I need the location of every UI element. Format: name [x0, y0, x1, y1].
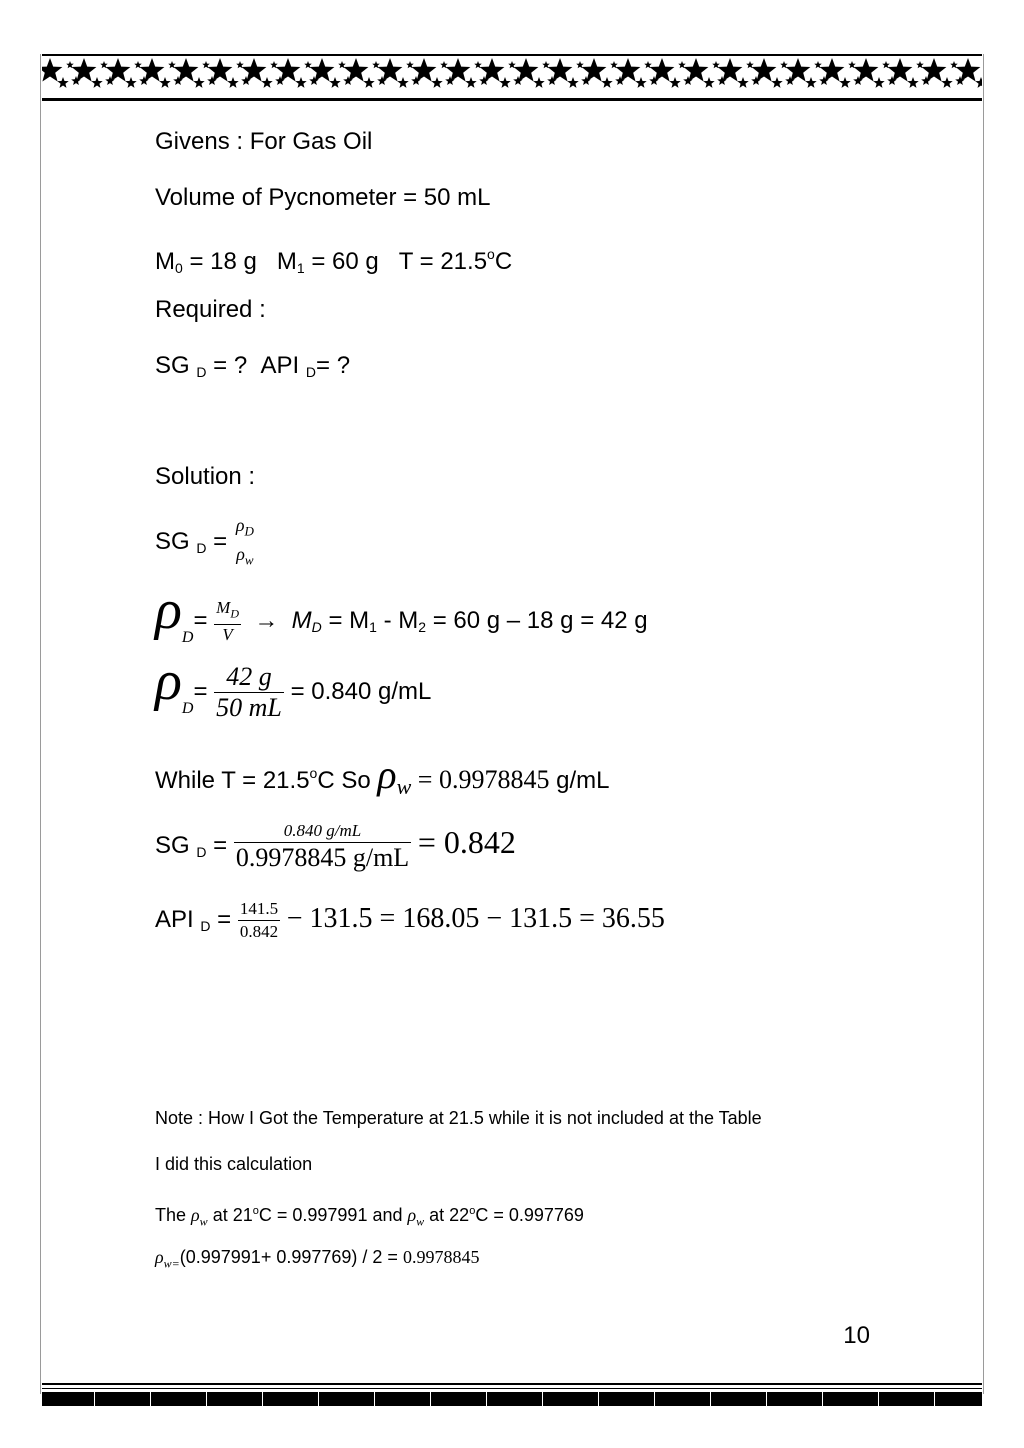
- star-icon: [669, 77, 680, 88]
- border-tick: [598, 1392, 599, 1406]
- border-tick: [934, 1392, 935, 1406]
- star-icon: [975, 77, 982, 88]
- star-icon: [465, 77, 476, 88]
- border-tick: [430, 1392, 431, 1406]
- sg-def-fraction: $\rho_D$ $\rho_w$: [235, 515, 254, 568]
- required-heading: Required :: [155, 296, 266, 323]
- sg-calculation: SG $_D$ = $\frac{0.840 g/mL}{0.9978845 g/mL}$ = 0.842: [155, 821, 516, 872]
- star-icon: [159, 77, 170, 88]
- border-tick: [206, 1392, 207, 1406]
- star-icon: [839, 77, 850, 88]
- star-icon: [941, 77, 952, 88]
- star-icon: [193, 77, 204, 88]
- rho-calculation: $\rho_D=$ $\frac{42 g}{50 mL}$ = 0.840 g/mL: [155, 650, 432, 723]
- api-fraction: $\frac{141.5}{0.842}$: [239, 899, 279, 941]
- star-icon: [363, 77, 374, 88]
- star-icon: [873, 77, 884, 88]
- note-line-1: Note : How I Got the Temperature at 21.5 while it is not included at the Table: [155, 1108, 762, 1128]
- star-icon: [805, 77, 816, 88]
- star-icon: [601, 77, 612, 88]
- border-tick: [262, 1392, 263, 1406]
- star-border-top: [42, 54, 982, 101]
- star-icon: [771, 77, 782, 88]
- border-tick: [318, 1392, 319, 1406]
- border-tick: [150, 1392, 151, 1406]
- solution-heading: Solution :: [155, 463, 256, 490]
- required-values: SG $_D$ = ? API $_D$= ?: [155, 352, 351, 380]
- star-icon: [329, 77, 340, 88]
- sg-calc-fraction: $\frac{0.840 g/mL}{0.9978845 g/mL}$: [235, 821, 410, 872]
- page-number: 10: [843, 1322, 870, 1349]
- star-icon: [295, 77, 306, 88]
- star-icon: [261, 77, 272, 88]
- border-tick: [766, 1392, 767, 1406]
- note-line-2: I did this calculation: [155, 1154, 313, 1174]
- star-icon: [499, 77, 510, 88]
- star-icon: [397, 77, 408, 88]
- border-tick: [486, 1392, 487, 1406]
- water-density-line: While $T = 21.5^oC$ So $\rho_w = 0.9978845$ g/mL: [155, 752, 610, 799]
- border-tick: [878, 1392, 879, 1406]
- sg-definition: SG $_D$ = $\rho_D$ $\rho_w$: [155, 514, 256, 571]
- star-icon: [635, 77, 646, 88]
- note-line-3: The $\rho_w$ at $21^oC = 0.997991$ and $\rho_w$ at $22^oC = 0.997769$: [155, 1205, 584, 1229]
- border-tick: [374, 1392, 375, 1406]
- border-tick: [542, 1392, 543, 1406]
- rho-def-fraction: $\frac{M_D}{V}$: [216, 598, 239, 644]
- star-icon: [227, 77, 238, 88]
- border-tick: [710, 1392, 711, 1406]
- star-icon: [907, 77, 918, 88]
- border-tick: [94, 1392, 95, 1406]
- givens-masses-temp: $M_0 = 18$ g $M_1 = 60$ g $T = 21.5^oC$: [155, 246, 513, 276]
- border-tick: [822, 1392, 823, 1406]
- rho-calc-fraction: $\frac{42 g}{50 mL}$: [216, 662, 282, 723]
- bottom-border: [42, 1383, 982, 1406]
- star-icon: [91, 77, 102, 88]
- star-icon: [737, 77, 748, 88]
- star-icon: [567, 77, 578, 88]
- givens-volume: Volume of Pycnometer = 50 mL: [155, 184, 491, 211]
- note-line-4: $\rho_{w=}(0.997991+ 0.997769) / 2 = 0.9978845$: [155, 1247, 480, 1271]
- star-icon: [703, 77, 714, 88]
- star-icon: [125, 77, 136, 88]
- star-icon: [42, 58, 62, 82]
- givens-heading: Givens : For Gas Oil: [155, 128, 373, 155]
- border-tick: [654, 1392, 655, 1406]
- star-icon: [57, 77, 68, 88]
- api-calculation: API $_D$ = $\frac{141.5}{0.842}$ − 131.5 = 168.05 − 131.5 = 36.55: [155, 899, 665, 941]
- rho-definition: $\rho_D=$ $\frac{M_D}{V}$ → $M_D = M_1 - M_2 = 60$ g – 18 g = 42 g: [155, 579, 648, 646]
- star-icon: [431, 77, 442, 88]
- star-icon: [533, 77, 544, 88]
